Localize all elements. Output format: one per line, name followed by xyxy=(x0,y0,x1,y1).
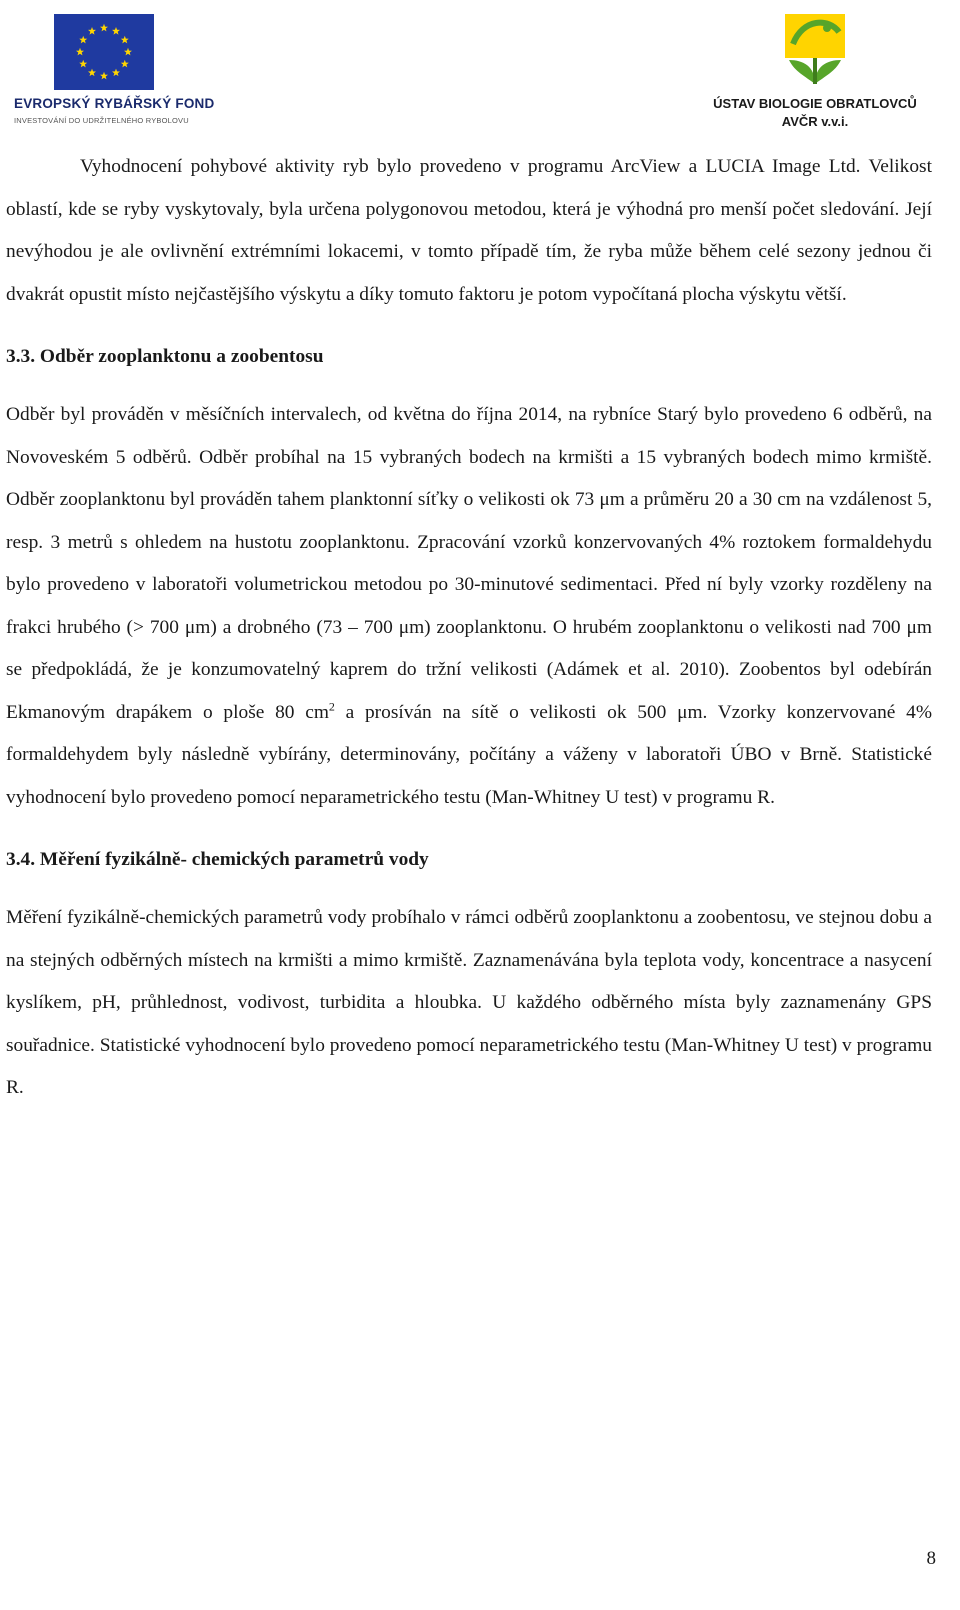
paragraph-water-parameters: Měření fyzikálně-chemických parametrů vody probíhalo v rámci odběrů zooplanktonu a zoobentosu, ve stejnou dobu a na stejných odběrných místech na krmišti a mimo krmiště. Zaznamenávána byla teplota vody, koncentrace a nasycení kyslíkem, pH, průhlednost, vodivost, turbidita a hloubka. U každého odběrného místa byly zaznamenány GPS souřadnice. Statistické vyhodnocení bylo provedeno pomocí neparametrického testu (Man-Whitney U test) v programu R. xyxy=(6,907,932,1098)
section-heading-3-3: 3.3. Odběr zooplanktonu a zoobentosu xyxy=(6,346,324,367)
section-heading-3-4: 3.4. Měření fyzikálně- chemických parametrů vody xyxy=(6,849,429,870)
ubo-logo-title: ÚSTAV BIOLOGIE OBRATLOVCŮ xyxy=(713,96,917,111)
ubo-logo-subtitle: AVČR v.v.i. xyxy=(781,114,849,129)
superscript-two: 2 xyxy=(328,699,335,714)
page-number: 8 xyxy=(926,1548,936,1569)
eu-logo-subtitle: INVESTOVÁNÍ DO UDRŽITELNÉHO RYBOLOVU xyxy=(14,116,189,125)
paragraph-zooplankton-sampling xyxy=(6,394,932,819)
paragraph-zooplankton-part-2: a prosíván na sítě o velikosti ok 500 μm. Vzorky konzervované 4% formaldehydem byly následně vybírány, determinovány, počítány a váženy v laboratoři ÚBO v Brně. Statistické vyhodnocení bylo provedeno pomocí neparametrického testu (Man-Whitney U test) v programu R. xyxy=(6,701,932,808)
eu-logo-title: EVROPSKÝ RYBÁŘSKÝ FOND xyxy=(14,96,215,111)
paragraph-fish-activity: Vyhodnocení pohybové aktivity ryb bylo provedeno v programu ArcView a LUCIA Image Ltd. Velikost oblastí, kde se ryby vyskytovaly, byla určena polygonovou metodou, která je výhodná pro menší počet sledování. Její nevýhodou je ale ovlivnění extrémními lokacemi, v tomto případě tím, že ryba může během celé sezony jednou či dvakrát opustit místo nejčastějšího výskytu a díky tomuto faktoru je potom vypočítaná plocha výskytu větší. xyxy=(6,156,932,305)
eu-fisheries-fund-logo xyxy=(14,10,214,130)
eu-flag-icon xyxy=(54,14,154,90)
paragraph-zooplankton-part-1: Odběr byl prováděn v měsíčních intervalech, od května do října 2014, na rybníce Starý bylo provedeno 6 odběrů, na Novoveském 5 odběrů. Odběr probíhal na 15 vybraných bodech na krmišti a 15 vybraných bodech mimo krmiště. Odběr zooplanktonu byl prováděn tahem planktonní síťky o velikosti ok 73 μm a průměru 20 a 30 cm na vzdálenost 5, resp. 3 metrů s ohledem na hustotu zooplanktonu. Zpracování vzorků konzervovaných 4% roztokem formaldehydu bylo provedeno v laboratoři volumetrickou metodou po 30-minutové sedimentaci. Před ní byly vzorky rozděleny na frakci hrubého (> 700 μm) a drobného (73 – 700 μm) zooplanktonu. O hrubém zooplanktonu o velikosti nad 700 μm se předpokládá, že je konzumovatelný kaprem do tržní velikosti (Adámek et al. 2010). Zoobentos byl odebírán Ekmanovým drapákem o ploše 80 cm xyxy=(6,404,932,723)
ubo-institute-logo xyxy=(690,10,940,135)
page-header xyxy=(0,0,960,135)
ubo-emblem-icon xyxy=(785,14,845,86)
document-body xyxy=(6,146,932,1110)
